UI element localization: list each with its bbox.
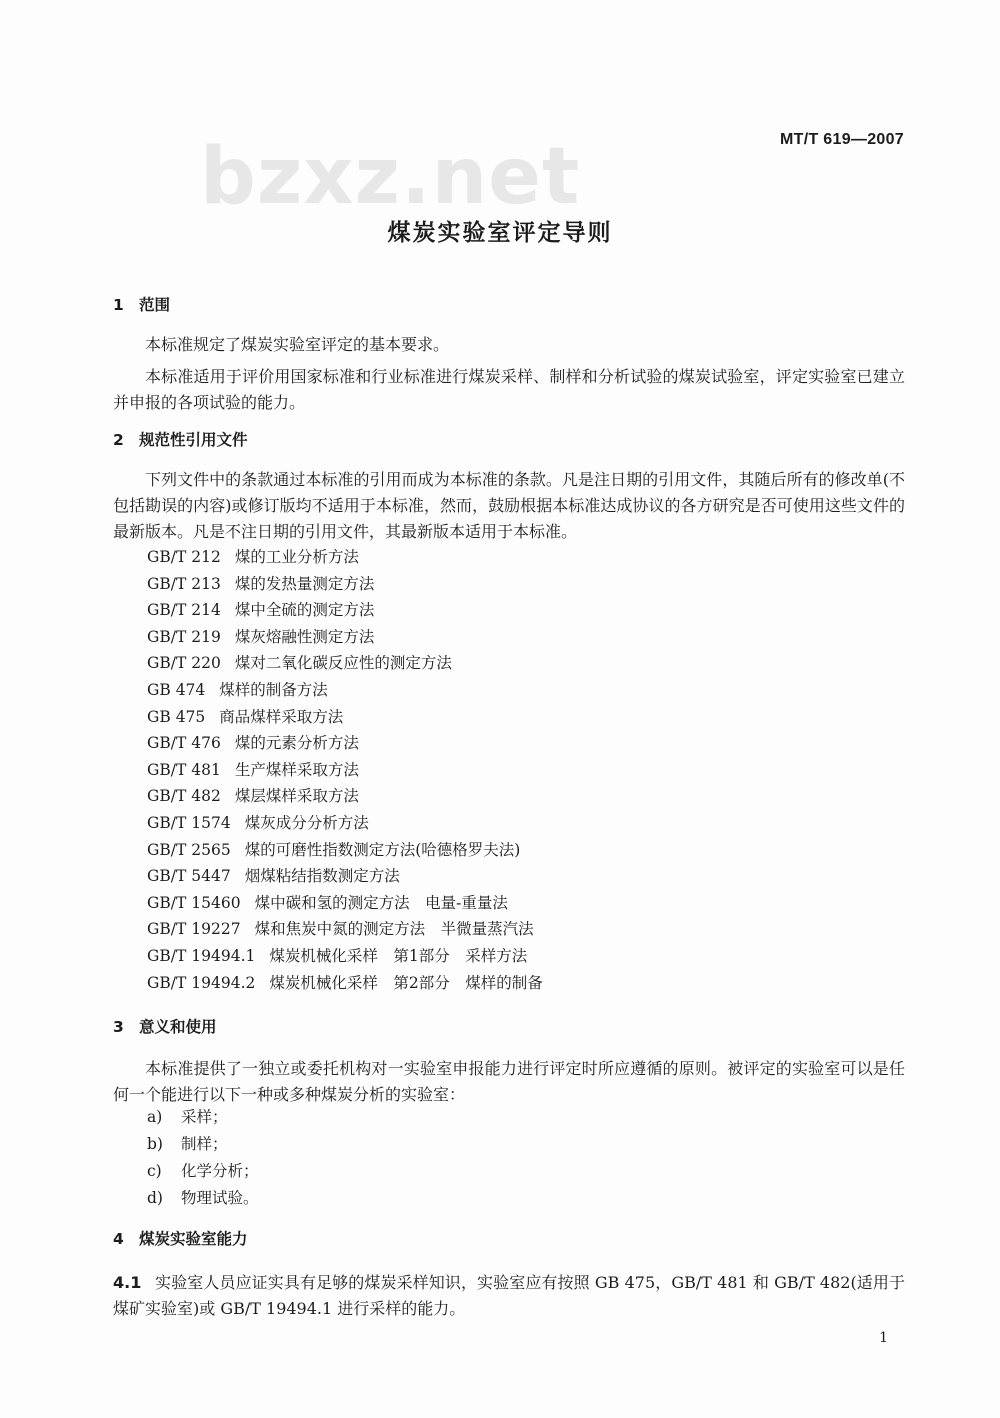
list-item — [147, 1185, 259, 1212]
reference-code: GB/T 5447 — [147, 867, 231, 886]
reference-item — [147, 757, 847, 784]
list-text: 化学分析； — [181, 1162, 259, 1180]
reference-item — [147, 970, 847, 997]
reference-item — [147, 890, 847, 917]
list-marker: c) — [147, 1162, 162, 1180]
reference-item — [147, 810, 847, 837]
list-item — [147, 1131, 259, 1158]
section-1-paragraph-1: 本标准规定了煤炭实验室评定的基本要求。 — [145, 335, 450, 354]
reference-item — [147, 624, 847, 651]
reference-item — [147, 650, 847, 677]
reference-item — [147, 783, 847, 810]
reference-code: GB/T 19227 — [147, 920, 241, 939]
reference-code: GB/T 476 — [147, 734, 221, 753]
section-1-heading — [113, 293, 170, 315]
reference-item — [147, 677, 847, 704]
standard-number: MT/T 619—2007 — [780, 131, 904, 148]
reference-title: 煤灰成分分析方法 — [244, 813, 369, 832]
list-marker: d) — [147, 1189, 163, 1207]
reference-code: GB/T 213 — [147, 574, 221, 593]
reference-code: GB/T 1574 — [147, 813, 231, 832]
reference-item — [147, 571, 847, 598]
reference-code: GB/T 481 — [147, 760, 221, 779]
list-item — [147, 1104, 259, 1131]
section-title: 规范性引用文件 — [139, 431, 248, 449]
reference-item — [147, 730, 847, 757]
reference-title: 生产煤样采取方法 — [234, 760, 359, 779]
reference-title: 煤炭机械化采样 第1部分 采样方法 — [269, 946, 528, 965]
reference-code: GB/T 19494.2 — [147, 973, 256, 992]
watermark: bzxz.net — [200, 132, 581, 222]
section-title: 意义和使用 — [139, 1018, 217, 1036]
reference-item — [147, 863, 847, 890]
section-4-heading — [113, 1227, 248, 1249]
reference-code: GB/T 214 — [147, 601, 221, 620]
list-text: 物理试验。 — [181, 1189, 259, 1207]
reference-code: GB/T 219 — [147, 627, 221, 646]
reference-title: 煤的可磨性指数测定方法(哈德格罗夫法) — [244, 840, 521, 859]
section-title: 煤炭实验室能力 — [139, 1230, 248, 1248]
reference-title: 煤层煤样采取方法 — [234, 787, 359, 806]
clause-4-1-paragraph — [113, 1270, 905, 1322]
section-number: 1 — [113, 296, 124, 314]
clause-number: 4.1 — [113, 1273, 142, 1292]
list-item — [147, 1158, 259, 1185]
list-text: 制样； — [181, 1135, 228, 1153]
reference-title: 烟煤粘结指数测定方法 — [244, 867, 400, 886]
reference-title: 煤的发热量测定方法 — [234, 574, 375, 593]
reference-code: GB/T 2565 — [147, 840, 231, 859]
reference-code: GB 474 — [147, 680, 206, 699]
clause-text: 实验室人员应证实具有足够的煤炭采样知识，实验室应有按照 GB 475，GB/T 481 和 GB/T 482(适用于煤矿实验室)或 GB/T 19494.1 进行采样的能力。 — [113, 1273, 905, 1318]
normative-references-list — [147, 544, 847, 996]
reference-item — [147, 837, 847, 864]
document-title: 煤炭实验室评定导则 — [387, 220, 613, 246]
reference-item — [147, 704, 847, 731]
section-3-paragraph-1: 本标准提供了一独立或委托机构对一实验室申报能力进行评定时所应遵循的原则。被评定的实验室可以是任何一个能进行以下一种或多种煤炭分析的实验室： — [113, 1059, 905, 1104]
analysis-types-list — [147, 1104, 259, 1212]
reference-title: 煤中碳和氢的测定方法 电量-重量法 — [254, 893, 508, 912]
reference-code: GB/T 19494.1 — [147, 946, 256, 965]
reference-item — [147, 597, 847, 624]
reference-code: GB/T 220 — [147, 654, 221, 673]
reference-item — [147, 943, 847, 970]
reference-title: 煤灰熔融性测定方法 — [234, 627, 375, 646]
page-number: 1 — [879, 1330, 888, 1346]
section-number: 4 — [113, 1230, 124, 1248]
reference-code: GB/T 212 — [147, 548, 221, 566]
section-3-heading — [113, 1015, 217, 1037]
reference-item — [147, 916, 847, 943]
reference-title: 煤炭机械化采样 第2部分 煤样的制备 — [269, 973, 543, 992]
section-number: 3 — [113, 1018, 124, 1036]
list-marker: b) — [147, 1135, 163, 1153]
section-2-heading — [113, 428, 248, 450]
section-title: 范围 — [139, 296, 171, 314]
section-1-paragraph-2: 本标准适用于评价用国家标准和行业标准进行煤炭采样、制样和分析试验的煤炭试验室，评定实验室已建立并申报的各项试验的能力。 — [113, 367, 905, 412]
reference-code: GB/T 482 — [147, 787, 221, 806]
reference-title: 煤样的制备方法 — [219, 680, 328, 699]
reference-title: 煤的元素分析方法 — [234, 734, 359, 753]
reference-code: GB/T 15460 — [147, 893, 241, 912]
list-marker: a) — [147, 1108, 163, 1126]
section-number: 2 — [113, 431, 124, 449]
section-2-paragraph-1: 下列文件中的条款通过本标准的引用而成为本标准的条款。凡是注日期的引用文件，其随后所有的修改单(不包括勘误的内容)或修订版均不适用于本标准，然而，鼓励根据本标准达成协议的各方研究是否可使用这些文件的最新版本。凡是不注日期的引用文件，其最新版本适用于本标准。 — [113, 470, 905, 541]
reference-code: GB 475 — [147, 707, 206, 726]
reference-title: 煤和焦炭中氮的测定方法 半微量蒸汽法 — [254, 920, 534, 939]
reference-item — [147, 544, 847, 571]
list-text: 采样； — [181, 1108, 228, 1126]
reference-title: 商品煤样采取方法 — [219, 707, 344, 726]
reference-title: 煤对二氧化碳反应性的测定方法 — [234, 654, 452, 673]
reference-title: 煤中全硫的测定方法 — [234, 601, 375, 620]
reference-title: 煤的工业分析方法 — [234, 548, 359, 566]
